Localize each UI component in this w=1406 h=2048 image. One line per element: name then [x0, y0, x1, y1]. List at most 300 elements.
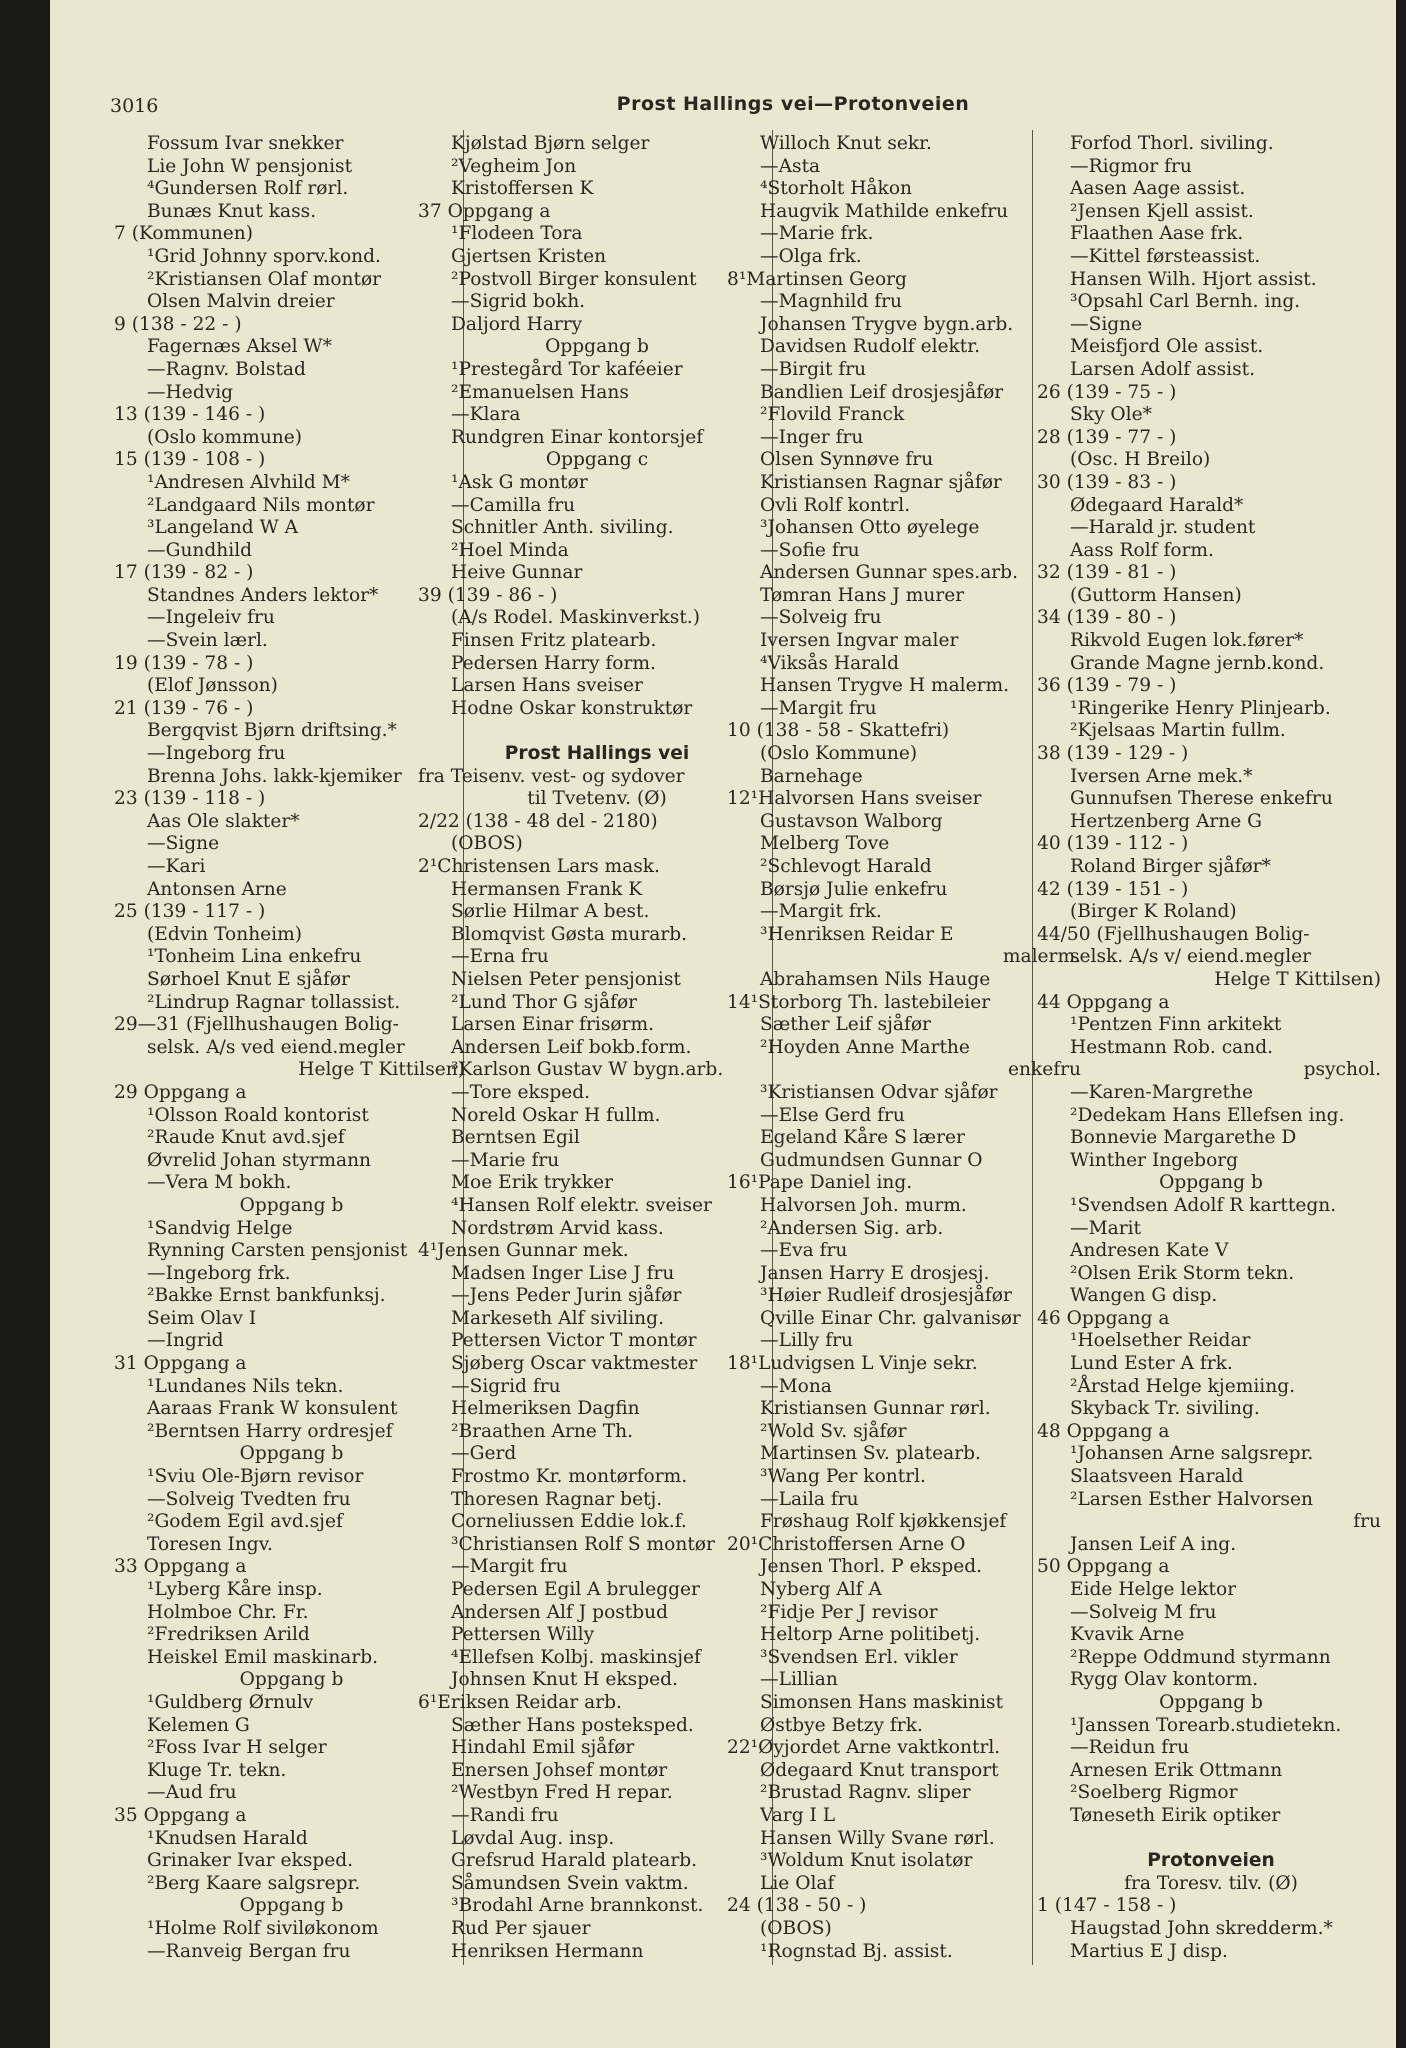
- directory-entry: til Tvetenv. (Ø): [527, 788, 667, 810]
- directory-entry: ¹Grid Johnny sporv.kond.: [147, 245, 381, 267]
- directory-entry: Øvrelid Johan styrmann: [147, 1149, 372, 1171]
- directory-entry: Meisfjord Ole assist.: [1070, 336, 1264, 358]
- directory-entry: Tøneseth Eirik optiker: [1070, 1804, 1281, 1826]
- directory-entry: fra Toresv. tilv. (Ø): [1124, 1872, 1298, 1894]
- directory-entry: ¹Guldberg Ørnulv: [147, 1691, 314, 1713]
- directory-entry: Pedersen Egil A brulegger: [451, 1579, 700, 1600]
- directory-entry: —Solveig fru: [760, 607, 882, 629]
- directory-entry: 44/50 (Fjellhushaugen Bolig-: [1037, 923, 1310, 945]
- directory-column-4: [1037, 133, 1385, 1963]
- directory-entry: —Gerd: [451, 1443, 517, 1465]
- directory-entry: 23 (139 - 118 - ): [114, 788, 266, 810]
- directory-entry: 25 (139 - 117 - ): [114, 901, 266, 923]
- directory-entry: —Margit fru: [760, 697, 877, 719]
- directory-entry: 19 (139 - 78 - ): [114, 652, 254, 674]
- directory-entry: Moe Erik trykker: [451, 1172, 614, 1194]
- directory-entry: Gunnufsen Therese enkefru: [1070, 788, 1333, 810]
- directory-entry: Hermansen Frank K: [451, 878, 643, 900]
- directory-entry: Sæther Leif sjåfør: [760, 1014, 931, 1036]
- directory-entry: Finsen Fritz platearb.: [451, 630, 657, 652]
- directory-entry: 40 (139 - 112 - ): [1037, 833, 1189, 855]
- directory-entry: Oppgang b: [239, 1669, 344, 1691]
- directory-entry: 48 Oppgang a: [1037, 1420, 1170, 1442]
- directory-entry: Aass Rolf form.: [1070, 539, 1214, 561]
- directory-entry: ¹Rognstad Bj. assist.: [760, 1940, 953, 1962]
- directory-entry: Pettersen Victor T montør: [451, 1330, 697, 1352]
- directory-entry: Simonsen Hans maskinist: [760, 1691, 1004, 1713]
- directory-entry: Jansen Leif A ing.: [1070, 1533, 1237, 1555]
- directory-entry: 28 (139 - 77 - ): [1037, 426, 1177, 448]
- directory-entry: (Oslo kommune): [147, 426, 303, 448]
- directory-entry: —Ingeleiv fru: [147, 607, 275, 629]
- directory-entry: ⁴Storholt Håkon: [760, 178, 912, 200]
- directory-entry: —Ingeborg frk.: [147, 1262, 291, 1284]
- directory-entry: Noreld Oskar H fullm.: [451, 1104, 661, 1126]
- directory-entry: Hansen Wilh. Hjort assist.: [1070, 268, 1317, 290]
- directory-entry: Henriksen Hermann: [451, 1940, 644, 1962]
- directory-entry: Aaraas Frank W konsulent: [147, 1398, 398, 1420]
- directory-entry: Grande Magne jernb.kond.: [1070, 652, 1325, 674]
- directory-entry: 17 (139 - 82 - ): [114, 562, 254, 584]
- directory-entry: —Else Gerd fru: [760, 1104, 905, 1126]
- directory-entry: —Signe: [1070, 313, 1143, 335]
- directory-entry: Varg I L: [760, 1804, 836, 1826]
- directory-entry: Kristiansen Ragnar sjåfør: [760, 471, 1002, 493]
- directory-entry: ¹Prestegård Tor kaféeier: [451, 358, 683, 380]
- directory-entry: ¹Sviu Ole-Bjørn revisor: [147, 1466, 364, 1488]
- directory-entry: ³Svendsen Erl. vikler: [760, 1646, 958, 1668]
- directory-entry: Andersen Gunnar spes.arb.: [760, 562, 1018, 584]
- directory-entry: —Sigrid fru: [451, 1375, 561, 1397]
- directory-entry: ¹Olsson Roald kontorist: [147, 1104, 369, 1126]
- directory-entry: ¹Sandvig Helge: [147, 1217, 293, 1239]
- directory-entry: ²Postvoll Birger konsulent: [451, 268, 697, 290]
- directory-entry: —Eva fru: [760, 1240, 848, 1262]
- directory-entry: —Erna fru: [451, 946, 549, 968]
- directory-entry: Lund Ester A frk.: [1070, 1353, 1233, 1375]
- directory-entry: 1 (147 - 158 - ): [1037, 1895, 1177, 1917]
- directory-entry: Aasen Aage assist.: [1070, 178, 1246, 200]
- directory-entry: Rynning Carsten pensjonist: [147, 1240, 408, 1262]
- directory-entry: Olsen Malvin dreier: [147, 291, 335, 313]
- directory-entry: [418, 720, 776, 743]
- directory-entry: fru: [1353, 1511, 1381, 1533]
- directory-entry: 10 (138 - 58 - Skattefri): [727, 720, 950, 742]
- directory-entry: Heiskel Emil maskinarb.: [147, 1646, 379, 1668]
- directory-entry: ²Jensen Kjell assist.: [1070, 200, 1254, 222]
- directory-entry: Martinsen Sv. platearb.: [760, 1443, 981, 1465]
- directory-entry: Madsen Inger Lise J fru: [451, 1262, 675, 1284]
- directory-entry: Flaathen Aase frk.: [1070, 223, 1244, 245]
- directory-entry: Thoresen Ragnar betj.: [451, 1488, 663, 1510]
- directory-entry: Rygg Olav kontorm.: [1070, 1669, 1259, 1691]
- directory-entry: 21 (139 - 76 - ): [114, 697, 254, 719]
- directory-entry: —Margit fru: [451, 1556, 568, 1578]
- directory-entry: Nordstrøm Arvid kass.: [451, 1217, 664, 1239]
- directory-entry: Arnesen Erik Ottmann: [1070, 1759, 1283, 1781]
- directory-entry: ¹Holme Rolf siviløkonom: [147, 1917, 379, 1939]
- directory-entry: Kristiansen Gunnar rørl.: [760, 1398, 991, 1420]
- directory-entry: —Rigmor fru: [1070, 155, 1192, 177]
- directory-entry: 50 Oppgang a: [1037, 1556, 1170, 1578]
- directory-entry: 37 Oppgang a: [418, 200, 551, 222]
- directory-entry: Oppgang b: [545, 336, 649, 358]
- directory-entry: Tømran Hans J murer: [760, 584, 965, 606]
- directory-entry: 16¹Pape Daniel ing.: [727, 1172, 913, 1194]
- directory-entry: ³Opsahl Carl Bernh. ing.: [1070, 291, 1301, 313]
- directory-entry: —Jens Peder Jurin sjåfør: [451, 1285, 682, 1307]
- directory-entry: ¹Pentzen Finn arkitekt: [1070, 1014, 1282, 1036]
- directory-entry: 32 (139 - 81 - ): [1037, 562, 1177, 584]
- directory-entry: ³Langeland W A: [147, 517, 299, 539]
- directory-entry: ¹Lundanes Nils tekn.: [147, 1375, 344, 1397]
- directory-entry: —Harald jr. student: [1070, 517, 1256, 539]
- directory-entry: Iversen Arne mek.*: [1070, 765, 1253, 787]
- directory-entry: (Birger K Roland): [1070, 901, 1237, 923]
- directory-entry: Østbye Betzy frk.: [760, 1714, 923, 1736]
- directory-entry: ²Kristiansen Olaf montør: [147, 268, 382, 290]
- directory-entry: Kvavik Arne: [1070, 1624, 1185, 1646]
- directory-entry: 14¹Storborg Th. lastebileier: [727, 991, 991, 1013]
- directory-entry: Andresen Kate V: [1070, 1240, 1229, 1262]
- directory-entry: Skyback Tr. siviling.: [1070, 1398, 1260, 1420]
- directory-entry: ²Flovild Franck: [760, 404, 905, 426]
- directory-entry: ⁴Ellefsen Kolbj. maskinsjef: [451, 1646, 701, 1668]
- directory-entry: Protonveien: [1147, 1850, 1275, 1872]
- directory-entry: Blomqvist Gøsta murarb.: [451, 923, 688, 945]
- directory-entry: Børsjø Julie enkefru: [760, 878, 948, 900]
- directory-entry: Grefsrud Harald platearb.: [451, 1850, 698, 1872]
- directory-entry: Toresen Ingv.: [147, 1533, 273, 1555]
- directory-entry: ²Fredriksen Arild: [147, 1624, 310, 1646]
- directory-entry: fra Teisenv. vest- og sydover: [418, 765, 685, 787]
- directory-entry: Rikvold Eugen lok.fører*: [1070, 630, 1304, 652]
- directory-entry: Fagernæs Aksel W*: [147, 336, 332, 358]
- directory-entry: Schnitler Anth. siviling.: [451, 517, 674, 539]
- directory-entry: —Kari: [147, 856, 206, 877]
- directory-entry: Bergqvist Bjørn driftsing.*: [147, 720, 397, 742]
- directory-entry: Ødegaard Harald*: [1070, 494, 1244, 516]
- directory-entry: ³Henriksen Reidar E: [760, 923, 954, 945]
- directory-entry: Oppgang b: [1159, 1691, 1263, 1713]
- directory-entry: Oppgang b: [239, 1895, 344, 1917]
- directory-entry: ²Berntsen Harry ordresjef: [147, 1420, 393, 1442]
- directory-entry: selsk. A/s ved eiend.megler: [147, 1036, 405, 1058]
- directory-entry: Sørhoel Knut E sjåfør: [147, 968, 350, 990]
- directory-entry: Sæther Hans posteksped.: [451, 1714, 694, 1736]
- directory-entry: 42 (139 - 151 - ): [1037, 878, 1189, 900]
- directory-entry: —Reidun fru: [1070, 1737, 1190, 1759]
- directory-entry: —Ingrid: [147, 1330, 224, 1352]
- directory-entry: Gustavson Walborg: [760, 810, 943, 832]
- directory-entry: —Aud fru: [147, 1782, 237, 1804]
- directory-entry: 39 (139 - 86 - ): [418, 584, 558, 606]
- directory-entry: Prost Hallings vei: [504, 743, 690, 765]
- directory-entry: Helmeriksen Dagfin: [451, 1398, 640, 1420]
- directory-entry: —Marie fru: [451, 1149, 560, 1171]
- directory-entry: 44 Oppgang a: [1037, 991, 1170, 1013]
- directory-entry: Antonsen Arne: [147, 878, 287, 900]
- directory-entry: Haugvik Mathilde enkefru: [760, 200, 1009, 222]
- directory-entry: 29—31 (Fjellhushaugen Bolig-: [114, 1014, 399, 1036]
- directory-entry: [1037, 1828, 1385, 1851]
- directory-entry: —Laila fru: [760, 1488, 859, 1510]
- directory-entry: ²Olsen Erik Storm tekn.: [1070, 1262, 1295, 1284]
- directory-entry: Bonnevie Margarethe D: [1070, 1127, 1297, 1149]
- directory-entry: Seim Olav I: [147, 1307, 257, 1329]
- directory-entry: Lie John W pensjonist: [147, 155, 353, 177]
- directory-entry: Johansen Trygve bygn.arb.: [760, 313, 1014, 335]
- directory-entry: ¹Ask G montør: [451, 471, 588, 493]
- directory-entry: —Randi fru: [451, 1804, 559, 1826]
- directory-entry: Melberg Tove: [760, 833, 890, 855]
- directory-entry: ¹Hoelsether Reidar: [1070, 1330, 1251, 1352]
- directory-entry: Andersen Alf J postbud: [451, 1601, 669, 1623]
- directory-entry: (Oslo Kommune): [760, 743, 918, 765]
- directory-entry: Heltorp Arne politibetj.: [760, 1624, 981, 1646]
- directory-entry: ²Vegheim Jon: [451, 155, 577, 177]
- directory-entry: Kelemen G: [147, 1714, 250, 1736]
- directory-entry: ²Dedekam Hans Ellefsen ing.: [1070, 1104, 1345, 1126]
- directory-entry: Hestmann Rob. cand.: [1070, 1036, 1274, 1058]
- directory-entry: Enersen Johsef montør: [451, 1759, 668, 1781]
- directory-entry: ¹Johansen Arne salgsrepr.: [1070, 1443, 1314, 1465]
- directory-entry: —Sigrid bokh.: [451, 291, 586, 313]
- directory-entry: Holmboe Chr. Fr.: [147, 1601, 309, 1623]
- directory-entry: ²Godem Egil avd.sjef: [147, 1511, 343, 1533]
- directory-entry: Lie Olaf: [760, 1872, 835, 1894]
- directory-entry: 22¹Øyjordet Arne vaktkontrl.: [727, 1737, 1001, 1759]
- directory-entry: Winther Ingeborg: [1070, 1149, 1239, 1171]
- directory-entry: selsk. A/s v/ eiend.megler: [1070, 946, 1312, 968]
- directory-entry: ²Berg Kaare salgsrepr.: [147, 1872, 361, 1894]
- directory-entry: Standnes Anders lektor*: [147, 584, 379, 606]
- directory-entry: (Guttorm Hansen): [1070, 584, 1242, 606]
- directory-entry: —Magnhild fru: [760, 291, 903, 313]
- directory-entry: 36 (139 - 79 - ): [1037, 675, 1177, 697]
- directory-entry: ²Reppe Oddmund styrmann: [1070, 1646, 1331, 1668]
- directory-entry: Barnehage: [760, 765, 863, 787]
- directory-entry: ³Kristiansen Odvar sjåfør: [760, 1081, 998, 1103]
- directory-entry: ³Høier Rudleif drosjesjåfør: [760, 1285, 1012, 1307]
- directory-entry: psychol.: [1303, 1059, 1381, 1081]
- directory-entry: —Camilla fru: [451, 494, 576, 516]
- directory-entry: —Sofie fru: [760, 539, 860, 561]
- directory-entry: —Asta: [760, 155, 821, 177]
- directory-entry: 33 Oppgang a: [114, 1556, 247, 1578]
- directory-entry: —Inger fru: [760, 426, 864, 448]
- directory-entry: 29 Oppgang a: [114, 1081, 247, 1103]
- directory-entry: ²Foss Ivar H selger: [147, 1737, 327, 1759]
- directory-entry: 20¹Christoffersen Arne O: [727, 1533, 966, 1555]
- page-number: 3016: [110, 95, 159, 117]
- directory-entry: Johnsen Knut H eksped.: [451, 1669, 678, 1691]
- directory-column-3: [727, 133, 1085, 1963]
- directory-entry: Ovli Rolf kontrl.: [760, 494, 911, 516]
- directory-entry: Løvdal Aug. insp.: [451, 1827, 615, 1849]
- directory-entry: ¹Ringerike Henry Plinjearb.: [1070, 697, 1331, 719]
- directory-entry: ³Johansen Otto øyelege: [760, 517, 980, 539]
- directory-entry: Hansen Trygve H malerm.: [760, 675, 1010, 697]
- directory-entry: ²Schlevogt Harald: [760, 856, 932, 877]
- directory-entry: Olsen Synnøve fru: [760, 449, 934, 471]
- directory-page: [50, 0, 1396, 2048]
- directory-entry: Kluge Tr. tekn.: [147, 1759, 287, 1781]
- directory-entry: Davidsen Rudolf elektr.: [760, 336, 981, 358]
- directory-entry: Iversen Ingvar maler: [760, 630, 959, 652]
- directory-entry: Qville Einar Chr. galvanisør: [760, 1307, 1021, 1329]
- directory-entry: Daljord Harry: [451, 313, 583, 335]
- directory-entry: —Birgit fru: [760, 358, 867, 380]
- directory-entry: —Tore eksped.: [451, 1081, 591, 1103]
- directory-entry: ⁴Hansen Rolf elektr. sveiser: [451, 1194, 712, 1216]
- directory-entry: Oppgang c: [545, 449, 649, 471]
- directory-entry: ²Raude Knut avd.sjef: [147, 1127, 345, 1149]
- directory-entry: ¹Andresen Alvhild M*: [147, 471, 350, 493]
- directory-entry: ²Larsen Esther Halvorsen: [1070, 1488, 1313, 1510]
- directory-entry: —Ragnv. Bolstad: [147, 358, 306, 380]
- directory-entry: —Marit: [1070, 1217, 1142, 1239]
- directory-entry: Såmundsen Svein vaktm.: [451, 1872, 689, 1894]
- directory-entry: Fossum Ivar snekker: [147, 133, 344, 154]
- directory-entry: 8¹Martinsen Georg: [727, 268, 907, 290]
- directory-entry: Pettersen Willy: [451, 1624, 595, 1646]
- directory-column-2: [418, 133, 776, 1963]
- directory-entry: ²Bakke Ernst bankfunksj.: [147, 1285, 386, 1307]
- directory-entry: (OBOS): [760, 1917, 832, 1939]
- directory-entry: Willoch Knut sekr.: [760, 133, 932, 154]
- directory-entry: ²Soelberg Rigmor: [1070, 1782, 1238, 1804]
- directory-entry: ²Årstad Helge kjemiing.: [1070, 1375, 1296, 1397]
- directory-entry: ²Lund Thor G sjåfør: [451, 991, 638, 1013]
- directory-entry: (OBOS): [451, 833, 523, 855]
- directory-entry: Berntsen Egil: [451, 1127, 580, 1149]
- directory-entry: (Edvin Tonheim): [147, 923, 303, 945]
- directory-entry: Larsen Einar frisørm.: [451, 1014, 655, 1036]
- directory-entry: Rundgren Einar kontorsjef: [451, 426, 704, 448]
- directory-entry: Andersen Leif bokb.form.: [451, 1036, 692, 1058]
- directory-entry: ¹Svendsen Adolf R karttegn.: [1070, 1194, 1337, 1216]
- directory-entry: Gjertsen Kristen: [451, 245, 607, 267]
- directory-entry: Frøshaug Rolf kjøkkensjef: [760, 1511, 1007, 1533]
- directory-entry: 46 Oppgang a: [1037, 1307, 1170, 1329]
- directory-entry: Wangen G disp.: [1070, 1285, 1218, 1307]
- directory-entry: —Karen-Margrethe: [1070, 1081, 1253, 1103]
- directory-entry: ³Wang Per kontrl.: [760, 1466, 926, 1488]
- directory-entry: Corneliussen Eddie lok.f.: [451, 1511, 687, 1533]
- directory-entry: ¹Flodeen Tora: [451, 223, 583, 245]
- directory-entry: ²Emanuelsen Hans: [451, 381, 629, 403]
- directory-entry: ²Westbyn Fred H repar.: [451, 1782, 673, 1804]
- directory-entry: 26 (139 - 75 - ): [1037, 381, 1177, 403]
- directory-entry: Nyberg Alf A: [760, 1579, 882, 1600]
- directory-entry: Gudmundsen Gunnar O: [760, 1149, 983, 1171]
- directory-entry: 38 (139 - 129 - ): [1037, 743, 1189, 765]
- directory-entry: ²Landgaard Nils montør: [147, 494, 375, 516]
- directory-entry: Brenna Johs. lakk-kjemiker: [147, 765, 402, 787]
- directory-entry: Sky Ole*: [1070, 404, 1152, 426]
- directory-entry: Helge T Kittilsen): [298, 1059, 465, 1081]
- directory-entry: —Ranveig Bergan fru: [147, 1940, 351, 1962]
- directory-entry: —Kittel førsteassist.: [1070, 245, 1261, 267]
- directory-entry: —Svein lærl.: [147, 630, 268, 652]
- directory-entry: Haugstad John skredderm.*: [1070, 1917, 1333, 1939]
- directory-entry: ²Kjelsaas Martin fullm.: [1070, 720, 1286, 742]
- directory-entry: Nielsen Peter pensjonist: [451, 968, 681, 990]
- directory-entry: malerm.: [1002, 946, 1081, 968]
- directory-entry: ²Lindrup Ragnar tollassist.: [147, 991, 401, 1013]
- directory-entry: Hertzenberg Arne G: [1070, 810, 1263, 832]
- directory-entry: 30 (139 - 83 - ): [1037, 471, 1177, 493]
- directory-entry: ¹Tonheim Lina enkefru: [147, 946, 362, 968]
- directory-entry: ²Wold Sv. sjåfør: [760, 1420, 907, 1442]
- directory-entry: ³Karlson Gustav W bygn.arb.: [451, 1059, 724, 1081]
- directory-entry: 13 (139 - 146 - ): [114, 404, 266, 426]
- directory-entry: Slaatsveen Harald: [1070, 1466, 1244, 1488]
- directory-entry: —Lillian: [760, 1669, 838, 1691]
- directory-entry: Grinaker Ivar eksped.: [147, 1850, 354, 1872]
- directory-entry: Larsen Adolf assist.: [1070, 358, 1256, 380]
- directory-entry: ²Fidje Per J revisor: [760, 1601, 938, 1623]
- directory-entry: Jensen Thorl. P eksped.: [760, 1556, 983, 1578]
- directory-entry: ⁴Viksås Harald: [760, 652, 899, 674]
- directory-entry: Sørlie Hilmar A best.: [451, 901, 650, 923]
- directory-entry: —Marie frk.: [760, 223, 874, 245]
- directory-entry: 12¹Halvorsen Hans sveiser: [727, 788, 982, 810]
- directory-entry: Bunæs Knut kass.: [147, 200, 317, 222]
- directory-entry: Roland Birger sjåfør*: [1070, 856, 1271, 877]
- directory-entry: —Gundhild: [147, 539, 253, 561]
- directory-entry: —Klara: [451, 404, 521, 426]
- directory-entry: 9 (138 - 22 - ): [114, 313, 242, 335]
- directory-entry: ²Andersen Sig. arb.: [760, 1217, 944, 1239]
- directory-entry: —Lilly fru: [760, 1330, 853, 1352]
- directory-entry: (Osc. H Breilo): [1070, 449, 1211, 471]
- directory-entry: ²Hoel Minda: [451, 539, 569, 561]
- directory-entry: ¹Janssen Torearb.studietekn.: [1070, 1714, 1342, 1736]
- directory-entry: Egeland Kåre S lærer: [760, 1127, 965, 1149]
- directory-entry: 15 (139 - 108 - ): [114, 449, 266, 471]
- directory-entry: Martius E J disp.: [1070, 1940, 1228, 1962]
- directory-entry: —Ingeborg fru: [147, 743, 286, 765]
- directory-entry: —Mona: [760, 1375, 832, 1397]
- directory-entry: Oppgang b: [1159, 1172, 1263, 1194]
- directory-entry: ²Braathen Arne Th.: [451, 1420, 634, 1442]
- directory-entry: Larsen Hans sveiser: [451, 675, 643, 697]
- directory-entry: Abrahamsen Nils Hauge: [760, 968, 991, 990]
- directory-entry: Eide Helge lektor: [1070, 1579, 1237, 1600]
- directory-entry: Halvorsen Joh. murm.: [760, 1194, 967, 1216]
- directory-entry: 24 (138 - 50 - ): [727, 1895, 867, 1917]
- directory-entry: Jansen Harry E drosjesj.: [760, 1262, 990, 1284]
- directory-entry: 34 (139 - 80 - ): [1037, 607, 1177, 629]
- directory-entry: ¹Knudsen Harald: [147, 1827, 308, 1849]
- directory-entry: Helge T Kittilsen): [1214, 968, 1381, 990]
- directory-entry: —Solveig M fru: [1070, 1601, 1217, 1623]
- directory-entry: 6¹Eriksen Reidar arb.: [418, 1691, 622, 1713]
- directory-entry: Aas Ole slakter*: [147, 810, 300, 832]
- directory-entry: ²Hoyden Anne Marthe: [760, 1036, 970, 1058]
- directory-entry: 35 Oppgang a: [114, 1804, 247, 1826]
- directory-column-1: [114, 133, 469, 1963]
- directory-entry: ¹Lyberg Kåre insp.: [147, 1579, 323, 1600]
- directory-entry: Oppgang b: [239, 1443, 344, 1465]
- directory-entry: Oppgang b: [239, 1194, 344, 1216]
- directory-entry: Ødegaard Knut transport: [760, 1759, 999, 1781]
- directory-entry: —Solveig Tvedten fru: [147, 1488, 351, 1510]
- directory-entry: 18¹Ludvigsen L Vinje sekr.: [727, 1353, 978, 1375]
- directory-entry: (Elof Jønsson): [147, 675, 278, 697]
